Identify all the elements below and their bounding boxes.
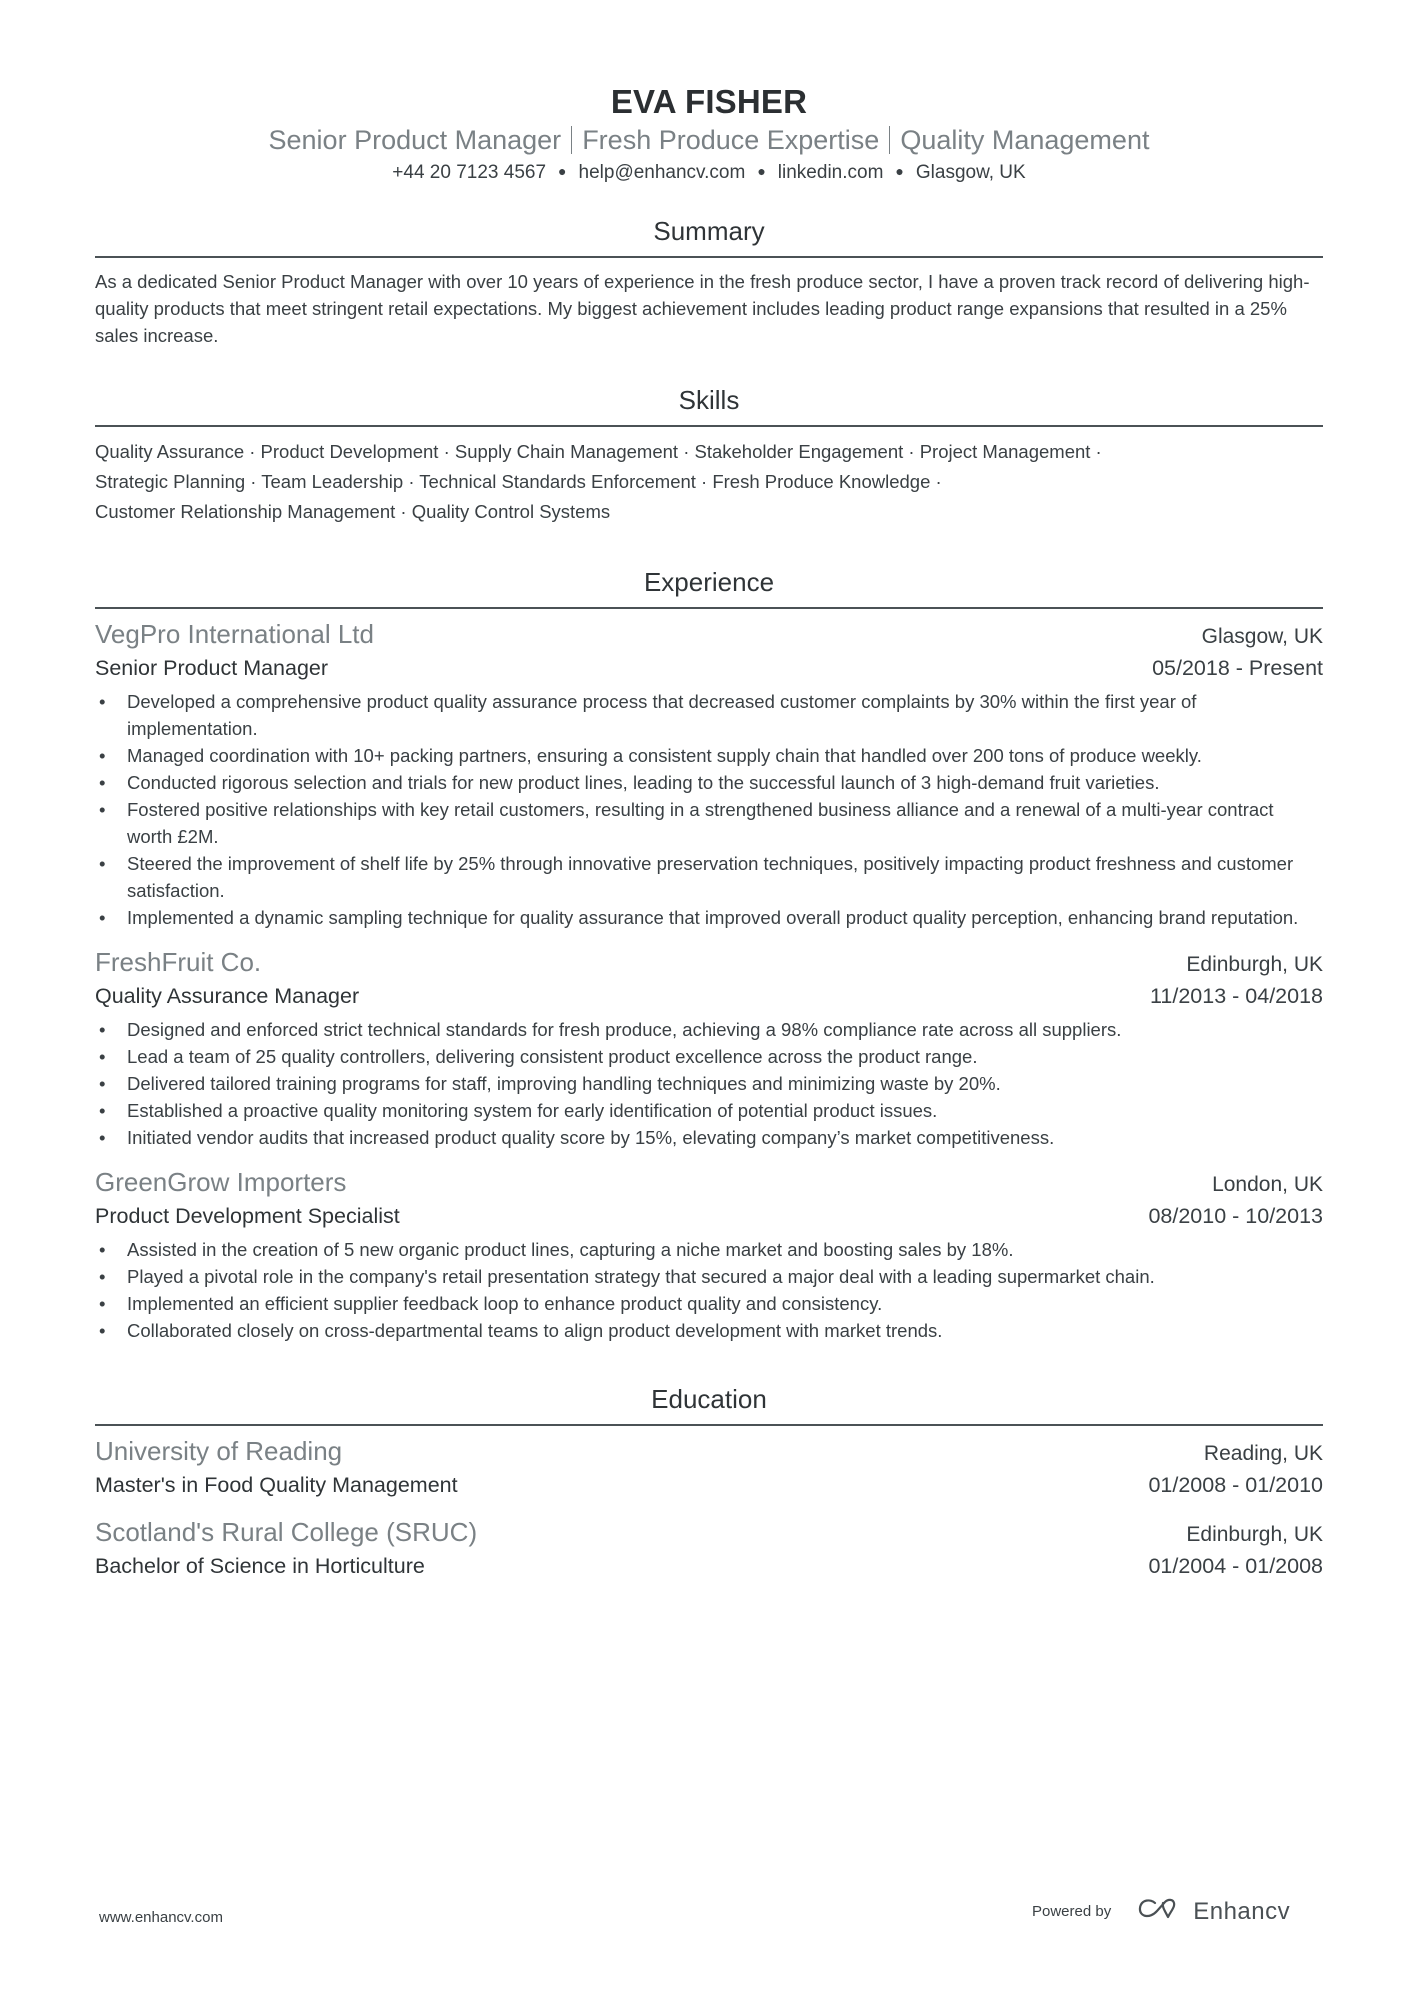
school-name: University of Reading [95,1436,343,1466]
candidate-name: EVA FISHER [610,83,808,120]
list-item: • Implemented a dynamic sampling technique for quality assurance that improved overall product quality perception, enhancing brand reputation. [95,904,1323,931]
skills-line: Customer Relationship Management · Quality Control Systems [95,501,611,522]
entry-header [95,1434,1323,1469]
job-title: Product Development Specialist [95,1204,400,1228]
list-item: • Steered the improvement of shelf life by 25% through innovative preservation techniques, positively impacting product freshness and customer satisfaction. [95,850,1323,904]
education-entry [95,1515,1323,1582]
bullet-separator: ● [895,163,904,179]
list-item: • Lead a team of 25 quality controllers, delivering consistent product excellence across the product range. [95,1043,1323,1070]
brand-name: Enhancv [1193,1897,1291,1925]
section-title-summary: Summary [653,216,765,246]
section-divider [95,256,1323,258]
job-dates: 05/2018 - Present [1152,656,1323,680]
phone: +44 20 7123 4567 [392,162,547,183]
education-dates: 01/2004 - 01/2008 [1148,1554,1323,1578]
section-divider [95,425,1323,427]
section-title-experience: Experience [643,567,775,597]
job-title: Quality Assurance Manager [95,984,360,1008]
company-location: Edinburgh, UK [1186,953,1323,976]
list-item: • Delivered tailored training programs for staff, improving handling techniques and minimizing waste by 20%. [95,1070,1323,1097]
education-dates: 01/2008 - 01/2010 [1148,1473,1323,1497]
company-location: London, UK [1212,1173,1323,1196]
entry-subheader [95,980,1323,1012]
headline-item: Senior Product Manager [268,125,562,155]
footer-branding[interactable] [1032,1897,1290,1926]
job-dates: 08/2010 - 10/2013 [1148,1204,1323,1228]
headline-separator [889,126,890,154]
achievement-list [95,688,1323,931]
degree: Bachelor of Science in Horticulture [95,1554,425,1578]
company-name: GreenGrow Importers [95,1167,347,1197]
school-name: Scotland's Rural College (SRUC) [95,1517,478,1547]
linkedin-link[interactable]: linkedin.com [777,162,884,183]
entry-header [95,1515,1323,1550]
job-dates: 11/2013 - 04/2018 [1150,984,1323,1008]
section-divider [95,1424,1323,1426]
achievement-list [95,1016,1323,1151]
list-item: • Played a pivotal role in the company's retail presentation strategy that secured a major deal with a leading supermarket chain. [95,1263,1323,1290]
entry-header [95,945,1323,980]
achievement-list [95,1236,1323,1344]
bullet-separator: ● [558,163,567,179]
school-location: Edinburgh, UK [1186,1523,1323,1546]
resume-content [95,82,1323,1582]
entry-header [95,617,1323,652]
skills-list [95,437,1323,527]
footer-website-link[interactable]: www.enhancv.com [99,1909,223,1926]
list-item: • Fostered positive relationships with key retail customers, resulting in a strengthened business alliance and a renewal of a multi-year contract worth £2M. [95,796,1323,850]
headline [95,122,1323,158]
experience-entry [95,945,1323,1151]
powered-by-label: Powered by [1032,1903,1112,1920]
skills-line: Quality Assurance · Product Development · Supply Chain Management · Stakeholder Engagement · Project Management · [95,441,1102,462]
list-item: • Designed and enforced strict technical standards for fresh produce, achieving a 98% compliance rate across all suppliers. [95,1016,1323,1043]
summary-section [95,214,1323,349]
list-item: • Conducted rigorous selection and trials for new product lines, leading to the successful launch of 3 high-demand fruit varieties. [95,769,1323,796]
experience-entry [95,617,1323,931]
enhancv-logo-icon [1137,1897,1183,1926]
list-item: • Implemented an efficient supplier feedback loop to enhance product quality and consistency. [95,1290,1323,1317]
contact-info [95,158,1323,186]
list-item: • Assisted in the creation of 5 new organic product lines, capturing a niche market and boosting sales by 18%. [95,1236,1323,1263]
list-item: • Established a proactive quality monitoring system for early identification of potential product issues. [95,1097,1323,1124]
list-item: • Collaborated closely on cross-departmental teams to align product development with market trends. [95,1317,1323,1344]
bullet-separator: ● [757,163,766,179]
section-title-education: Education [651,1384,767,1414]
entry-subheader [95,1469,1323,1501]
degree: Master's in Food Quality Management [95,1473,458,1497]
company-location: Glasgow, UK [1201,625,1323,648]
education-entry [95,1434,1323,1501]
section-divider [95,607,1323,609]
email-link[interactable]: help@enhancv.com [578,162,746,183]
skills-section [95,383,1323,527]
list-item: • Developed a comprehensive product quality assurance process that decreased customer complaints by 30% within the first year of implementation. [95,688,1323,742]
entry-subheader [95,1550,1323,1582]
entry-subheader [95,652,1323,684]
list-item: • Managed coordination with 10+ packing partners, ensuring a consistent supply chain that handled over 200 tons of produce weekly. [95,742,1323,769]
resume-header [95,82,1323,186]
job-title: Senior Product Manager [95,656,329,680]
summary-text: As a dedicated Senior Product Manager with over 10 years of experience in the fresh produce sector, I have a proven track record of delivering high-quality products that meet stringent retail expectations. My biggest achievement includes leading product range expansions that resulted in a 25% sales increase. [95,271,1310,346]
company-name: FreshFruit Co. [95,947,262,977]
school-location: Reading, UK [1203,1442,1323,1465]
experience-section [95,565,1323,1344]
entry-header [95,1165,1323,1200]
entry-subheader [95,1200,1323,1232]
company-name: VegPro International Ltd [95,619,374,649]
headline-separator [571,126,572,154]
headline-item: Fresh Produce Expertise [582,125,880,155]
list-item: • Initiated vendor audits that increased product quality score by 15%, elevating company’s market competitiveness. [95,1124,1323,1151]
section-title-skills: Skills [678,385,740,415]
headline-item: Quality Management [900,125,1150,155]
skills-line: Strategic Planning · Team Leadership · Technical Standards Enforcement · Fresh Produce Knowledge · [95,471,942,492]
location: Glasgow, UK [915,162,1026,183]
experience-entry [95,1165,1323,1344]
education-section [95,1382,1323,1582]
